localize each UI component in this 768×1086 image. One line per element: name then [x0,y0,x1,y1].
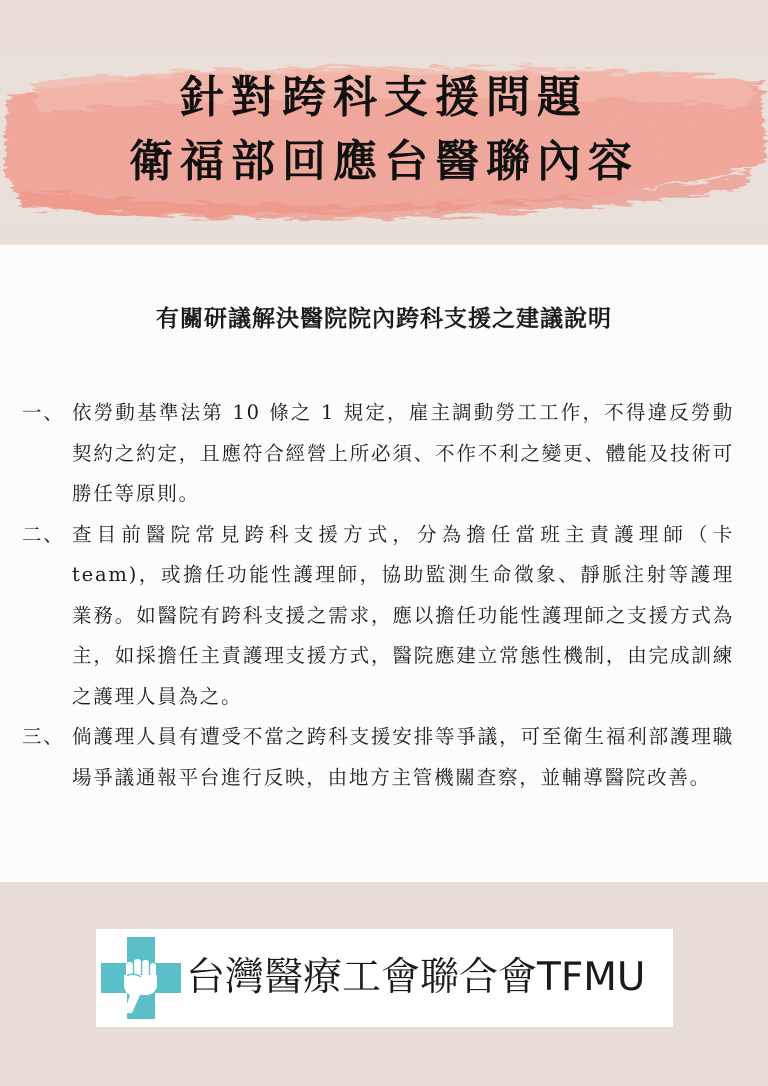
organization-name: 台灣醫療工會聯合會TFMU [186,955,646,1000]
list-item [22,515,734,718]
header-title [0,66,768,194]
list-item [22,393,734,515]
document-title: 有關研議解決醫院院內跨科支援之建議說明 [156,305,612,332]
header-title-line-1: 針對跨科支援問題 [180,72,588,123]
item-text: 查目前醫院常見跨科支援方式，分為擔任當班主責護理師（卡team)，或擔任功能性護理師，協助監測生命徵象、靜脈注射等護理業務。如醫院有跨科支援之需求，應以擔任功能性護理師之支援方式為主，如採擔任主責護理支援方式，醫院應建立常態性機制，由完成訓練之護理人員為之。 [72,522,734,708]
list-item [22,717,734,798]
item-text: 倘護理人員有遭受不當之跨科支援安排等爭議，可至衛生福利部護理職場爭議通報平台進行反映，由地方主管機關查察，並輔導醫院改善。 [72,725,734,789]
item-text: 依勞動基準法第 10 條之 1 規定，雇主調動勞工工作，不得違反勞動契約之約定，且應符合經營上所必須、不作不利之變更、體能及技術可勝任等原則。 [72,401,734,505]
footer [0,882,768,1086]
item-number: 三、 [22,725,65,748]
header-banner [0,0,768,245]
item-number: 二、 [22,522,65,546]
header-title-line-2: 衛福部回應台醫聯內容 [129,136,639,187]
organization-logo [96,929,673,1027]
cross-fist-icon [96,929,186,1027]
document-sheet [0,245,768,882]
recommendation-list [22,393,734,798]
item-number: 一、 [22,401,65,424]
